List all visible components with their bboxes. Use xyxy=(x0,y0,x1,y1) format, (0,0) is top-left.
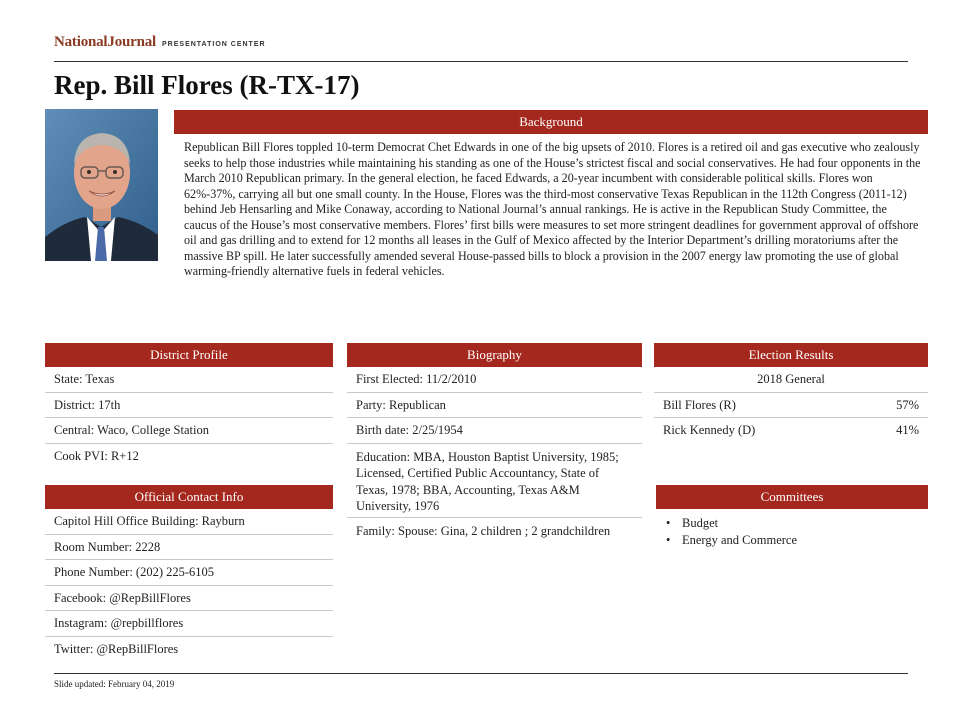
bio-row-education: Education: MBA, Houston Baptist University, 1985; Licensed, Certified Public Accountancy, State of Texas, 1978; BBA, Accounting, Texas A&M University, 1976 xyxy=(347,444,642,518)
committees-list xyxy=(656,515,928,548)
top-divider xyxy=(54,61,908,62)
contact-row-instagram: Instagram: @repbillflores xyxy=(45,611,333,637)
biography-section xyxy=(347,343,642,541)
biography-header: Biography xyxy=(347,343,642,367)
election-subheader: 2018 General xyxy=(654,367,928,393)
brand-name: NationalJournal xyxy=(54,34,157,50)
bio-row-birth-date: Birth date: 2/25/1954 xyxy=(347,418,642,444)
footer-updated: Slide updated: February 04, 2019 xyxy=(54,679,175,689)
election-row-kennedy xyxy=(654,418,928,444)
district-row-state: State: Texas xyxy=(45,367,333,393)
contact-row-facebook: Facebook: @RepBillFlores xyxy=(45,586,333,612)
district-row-central: Central: Waco, College Station xyxy=(45,418,333,444)
candidate-name: Bill Flores (R) xyxy=(663,397,736,412)
committees-section xyxy=(656,485,928,548)
candidate-pct: 41% xyxy=(896,423,919,438)
bottom-divider xyxy=(54,673,908,674)
election-results-header: Election Results xyxy=(654,343,928,367)
candidate-name: Rick Kennedy (D) xyxy=(663,423,756,438)
portrait-photo xyxy=(45,109,158,261)
election-row-flores xyxy=(654,393,928,419)
district-row-pvi: Cook PVI: R+12 xyxy=(54,448,139,463)
election-results-section xyxy=(654,343,928,444)
background-text: Republican Bill Flores toppled 10-term Democrat Chet Edwards in one of the big upsets of 2010. Flores is a retired oil and gas executive who zealously seeks to help those industries while maintaining his standing as one of the House’s strictest fiscal and social conservatives. He had four opponents in the March 2010 Republican primary. In the general election, he faced Edwards, a 20-year incumbent with considerable political skills. Flores won 62%-37%, carrying all but one small county. In the House, Flores was the third-most conservative Texas Republican in the 112th Congress (2011-12) behind Jeb Hensarling and Mike Conaway, according to National Journal’s annual rankings. He is active in the Republican Study Committee, the caucus of the House’s most conservative members. Flores’ first bills were measures to set more stringent deadlines for government approval of offshore oil and gas drilling and to extend for 12 months all leases in the Gulf of Mexico affected by the Interior Department’s drilling moratoriums after the massive BP spill. He later successfully amended several House-passed bills to block a provision in the 2007 energy law promoting the use of global warming-friendly alternative fuels in federal vehicles. xyxy=(184,140,921,278)
brand-logo xyxy=(54,34,266,51)
background-header: Background xyxy=(174,110,928,134)
district-row-district: District: 17th xyxy=(45,393,333,419)
brand-subtitle: PRESENTATION CENTER xyxy=(162,41,266,48)
committee-item: • Budget xyxy=(656,515,928,532)
bio-row-first-elected: First Elected: 11/2/2010 xyxy=(347,367,642,393)
committee-item: • Energy and Commerce xyxy=(656,532,928,549)
bio-row-party: Party: Republican xyxy=(347,393,642,419)
contact-section xyxy=(45,485,333,663)
bio-row-family: Family: Spouse: Gina, 2 children ; 2 grandchildren xyxy=(356,523,611,538)
candidate-pct: 57% xyxy=(896,397,919,412)
committees-header: Committees xyxy=(656,485,928,509)
district-profile-section xyxy=(45,343,333,469)
contact-row-twitter: Twitter: @RepBillFlores xyxy=(54,641,179,656)
contact-row-building: Capitol Hill Office Building: Rayburn xyxy=(45,509,333,535)
district-profile-header: District Profile xyxy=(45,343,333,367)
contact-header: Official Contact Info xyxy=(45,485,333,509)
contact-row-phone: Phone Number: (202) 225-6105 xyxy=(45,560,333,586)
contact-row-room: Room Number: 2228 xyxy=(45,535,333,561)
page-title: Rep. Bill Flores (R-TX-17) xyxy=(54,70,360,100)
